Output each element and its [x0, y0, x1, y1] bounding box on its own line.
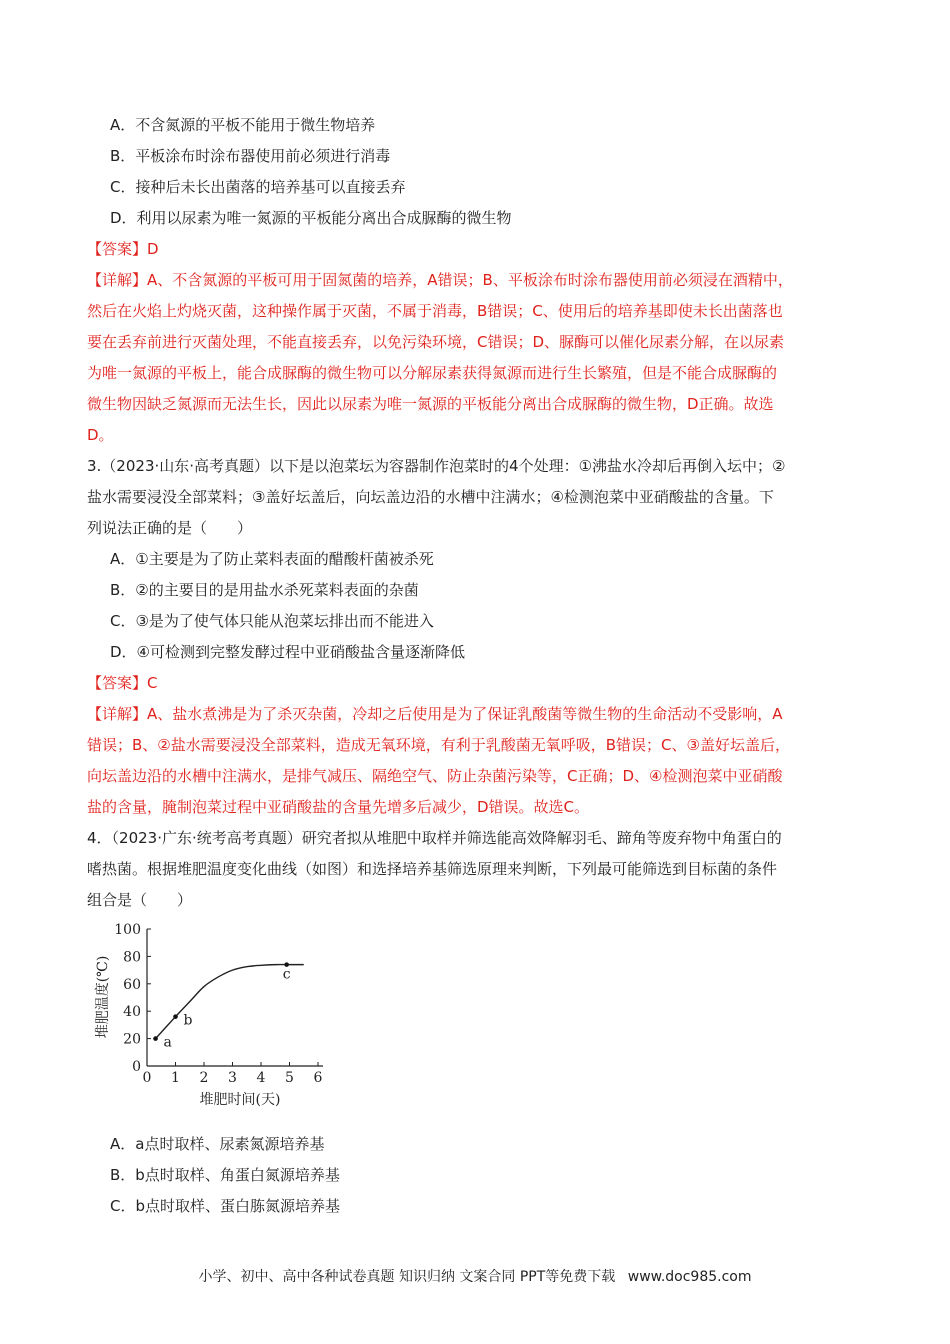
y-tick-label: 80 [123, 949, 141, 966]
compost-temperature-chart [85, 915, 345, 1115]
footer-site-link[interactable]: www.doc985.com [627, 1269, 752, 1285]
page-footer [0, 1266, 950, 1288]
x-tick-label: 2 [199, 1070, 209, 1086]
q3-option-a: A．①主要是为了防止菜料表面的醋酸杆菌被杀死 [110, 550, 434, 568]
q2-option-c: C．接种后未长出菌落的培养基可以直接丢弃 [110, 178, 406, 196]
y-tick-label: 40 [123, 1004, 141, 1021]
q4-stem-line: 4．（2023·广东·统考高考真题）研究者拟从堆肥中取样并筛选能高效降解羽毛、蹄角等废弃物中角蛋白的 [87, 829, 782, 847]
q2-answer: 【答案】D [87, 240, 159, 258]
point-label-b: b [183, 1012, 193, 1029]
q2-explanation-line: 为唯一氮源的平板上，能合成脲酶的微生物可以分解尿素获得氮源而进行生长繁殖，但是不能合成脲酶的 [87, 364, 778, 382]
x-tick-label: 6 [313, 1070, 323, 1086]
q2-explanation-line: 微生物因缺乏氮源而无法生长，因此以尿素为唯一氮源的平板能分离出合成脲酶的微生物，D正确。故选 [87, 395, 774, 413]
q3-stem-line: 3.（2023·山东·高考真题）以下是以泡菜坛为容器制作泡菜时的4个处理：①沸盐水冷却后再倒入坛中；② [87, 457, 786, 475]
q4-option-a: A．a点时取样、尿素氮源培养基 [110, 1135, 325, 1153]
x-tick-label: 0 [142, 1070, 152, 1086]
q3-stem-line: 列说法正确的是（ ） [87, 519, 253, 537]
temperature-curve [156, 965, 304, 1039]
q2-explanation-line: D。 [87, 426, 114, 444]
y-tick-label: 60 [123, 976, 141, 993]
point-label-c: c [282, 966, 291, 983]
q2-explanation-line: 然后在火焰上灼烧灭菌，这种操作属于灭菌，不属于消毒，B错误；C、使用后的培养基即使未长出菌落也 [87, 302, 783, 320]
x-tick-label: 3 [228, 1070, 237, 1086]
q2-explanation-line: 要在丢弃前进行灭菌处理，不能直接丢弃，以免污染环境，C错误；D、脲酶可以催化尿素分解，在以尿素 [87, 333, 785, 351]
point-b [173, 1014, 178, 1019]
x-tick-label: 5 [285, 1070, 294, 1086]
q2-option-a: A．不含氮源的平板不能用于微生物培养 [110, 116, 376, 134]
q3-explanation-line: 向坛盖边沿的水槽中注满水，是排气减压、隔绝空气、防止杂菌污染等，C正确；D、④检测泡菜中亚硝酸 [87, 767, 783, 785]
q3-explanation-line: 盐的含量，腌制泡菜过程中亚硝酸盐的含量先增多后减少，D错误。故选C。 [87, 798, 590, 816]
q3-option-d: D．④可检测到完整发酵过程中亚硝酸盐含量逐渐降低 [110, 643, 465, 661]
q4-stem-line: 嗜热菌。根据堆肥温度变化曲线（如图）和选择培养基筛选原理来判断，下列最可能筛选到目标菌的条件 [87, 860, 778, 878]
q3-option-c: C．③是为了使气体只能从泡菜坛排出而不能进入 [110, 612, 434, 630]
y-tick-label: 0 [132, 1059, 141, 1075]
q3-explanation-line: 错误；B、②盐水需要浸没全部菜料，造成无氧环境，有利于乳酸菌无氧呼吸，B错误；C、③盖好坛盖后， [87, 736, 790, 754]
y-tick-label: 20 [123, 1031, 141, 1048]
q2-option-b: B．平板涂布时涂布器使用前必须进行消毒 [110, 147, 391, 165]
q3-stem-line: 盐水需要浸没全部菜料；③盖好坛盖后，向坛盖边沿的水槽中注满水；④检测泡菜中亚硝酸盐的含量。下 [87, 488, 774, 506]
q4-options [0, 1129, 950, 1222]
q4-option-c: C．b点时取样、蛋白胨氮源培养基 [110, 1197, 340, 1215]
point-a [153, 1036, 158, 1041]
x-tick-label: 4 [256, 1070, 266, 1086]
q3-option-b: B．②的主要目的是用盐水杀死菜料表面的杂菌 [110, 581, 419, 599]
document-body [0, 110, 950, 916]
y-tick-label: 100 [114, 922, 141, 938]
q4-option-b: B．b点时取样、角蛋白氮源培养基 [110, 1166, 340, 1184]
point-label-a: a [163, 1034, 172, 1051]
q2-option-d: D．利用以尿素为唯一氮源的平板能分离出合成脲酶的微生物 [110, 209, 512, 227]
q4-stem-line: 组合是（ ） [87, 891, 193, 909]
q3-answer: 【答案】C [87, 674, 158, 692]
q3-explanation-line: 【详解】A、盐水煮沸是为了杀灭杂菌，冷却之后使用是为了保证乳酸菌等微生物的生命活动不受影响，A [87, 705, 783, 723]
q2-explanation-line: 【详解】A、不含氮源的平板可用于固氮菌的培养，A错误；B、平板涂布时涂布器使用前必须浸在酒精中， [87, 271, 793, 289]
footer-text: 小学、初中、高中各种试卷真题 知识归纳 文案合同 PPT等免费下载 [198, 1269, 616, 1285]
y-axis-label: 堆肥温度(℃) [95, 955, 111, 1039]
x-axis-label: 堆肥时间(天) [199, 1092, 281, 1108]
x-tick-label: 1 [171, 1070, 180, 1086]
